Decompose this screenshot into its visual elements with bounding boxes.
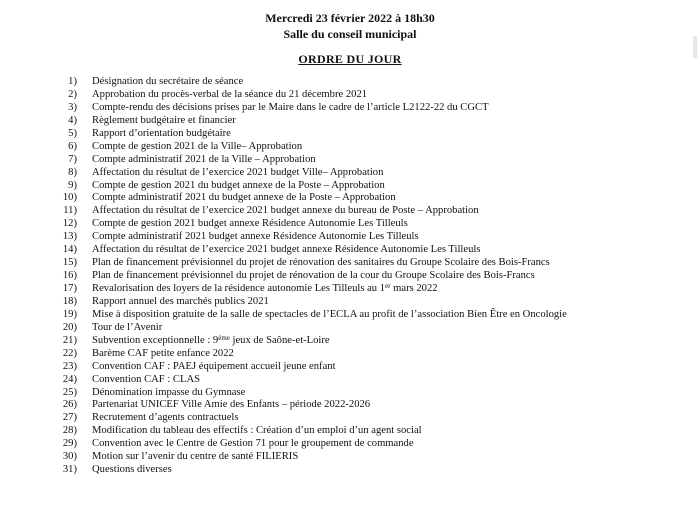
agenda-item: [0, 374, 700, 387]
agenda-item-label: Compte de gestion 2021 budget annexe Résidence Autonomie Les Tilleuls: [92, 218, 408, 230]
agenda-item: [0, 205, 700, 218]
agenda-item-superscript: er: [385, 282, 391, 290]
agenda-item-text: [92, 399, 370, 412]
agenda-item-label: Dénomination impasse du Gymnase: [92, 386, 246, 398]
agenda-item-number: 9): [68, 179, 77, 191]
agenda-item-number: 5): [68, 127, 77, 139]
agenda-item-number: 8): [68, 166, 77, 178]
agenda-item: [0, 154, 700, 167]
agenda-item-label: Compte administratif 2021 de la Ville – Approbation: [92, 153, 316, 165]
agenda-item-text: [92, 335, 330, 348]
agenda-item-text: [92, 309, 567, 322]
agenda-item-number: 31): [62, 464, 77, 476]
agenda-item-text: [92, 451, 298, 464]
agenda-item-label: Règlement budgétaire et financier: [92, 114, 236, 126]
agenda-item-text: [92, 154, 316, 167]
agenda-item-number: 24): [62, 373, 77, 385]
agenda-item-number: 25): [62, 386, 77, 398]
agenda-item-label: Convention CAF : PAEJ équipement accueil jeune enfant: [92, 360, 336, 372]
agenda-item: [0, 128, 700, 141]
agenda-item-label: Plan de financement prévisionnel du projet de rénovation de la cour du Groupe Scolaire des Bois-Francs: [92, 270, 535, 282]
agenda-item: [0, 115, 700, 128]
agenda-item-label: Compte de gestion 2021 du budget annexe de la Poste – Approbation: [92, 179, 385, 191]
agenda-item: [0, 451, 700, 464]
agenda-item-text: [92, 374, 200, 387]
agenda-item-label: Barème CAF petite enfance 2022: [92, 347, 234, 359]
agenda-item-number: 30): [62, 451, 77, 463]
agenda-item-label: Questions diverses: [92, 464, 172, 476]
agenda-item: [0, 309, 700, 322]
agenda-item: [0, 387, 700, 400]
agenda-item: [0, 361, 700, 374]
agenda-item: [0, 244, 700, 257]
agenda-item: [0, 335, 700, 348]
agenda-item-number: 1): [68, 76, 77, 87]
agenda-item-text: [92, 192, 396, 205]
agenda-item-number: 10): [62, 192, 77, 204]
agenda-item-text: [92, 438, 414, 451]
agenda-item: [0, 270, 700, 283]
agenda-item-number: 13): [62, 231, 77, 243]
agenda-item: [0, 438, 700, 451]
agenda-item-text: [92, 387, 245, 400]
agenda-title: ORDRE DU JOUR: [298, 52, 402, 66]
agenda-item-text: [92, 128, 231, 141]
agenda-item-superscript: ème: [218, 333, 230, 342]
agenda-item-label-suffix: jeux de Saône-et-Loire: [229, 334, 330, 346]
agenda-item-label: Compte-rendu des décisions prises par le Maire dans le cadre de l’article L2122-22 du CGCT: [92, 101, 489, 113]
agenda-item-label: Convention avec le Centre de Gestion 71 pour le groupement de commande: [92, 438, 414, 450]
agenda-item-label: Affectation du résultat de l’exercice 2021 budget annexe Résidence Autonomie Les Tilleuls: [92, 244, 481, 256]
agenda-item-label: Partenariat UNICEF Ville Amie des Enfants – période 2022-2026: [92, 399, 371, 411]
agenda-item-label: Mise à disposition gratuite de la salle de spectacles de l’ECLA au profit de l’association Bien Être en Oncologie: [92, 308, 567, 320]
agenda-item-text: [92, 464, 172, 477]
agenda-item-label: Revalorisation des loyers de la résidence autonomie Les Tilleuls au 1: [92, 283, 386, 294]
agenda-item-text: [92, 270, 535, 283]
agenda-item-text: [92, 244, 480, 257]
agenda-item: [0, 180, 700, 193]
agenda-item-text: [92, 115, 236, 128]
agenda-item-number: 27): [62, 412, 77, 424]
agenda-item: [0, 257, 700, 270]
agenda-item-label: Subvention exceptionnelle : 9: [92, 334, 219, 346]
agenda-item-text: [92, 218, 408, 231]
agenda-item-label: Plan de financement prévisionnel du projet de rénovation des sanitaires du Groupe Scolaire des Bois-Francs: [92, 257, 550, 269]
agenda-item: [0, 89, 700, 102]
scan-edge-mark: [693, 36, 697, 58]
agenda-item-label: Modification du tableau des effectifs : Création d’un emploi d’un agent social: [92, 425, 422, 437]
agenda-item-text: [92, 412, 239, 425]
agenda-item-label: Compte administratif 2021 budget annexe Résidence Autonomie Les Tilleuls: [92, 231, 419, 243]
agenda-item: [0, 348, 700, 361]
agenda-item: [0, 283, 700, 296]
agenda-item-label: Affectation du résultat de l’exercice 2021 budget annexe du bureau de Poste – Approbation: [92, 205, 479, 217]
agenda-item-text: [92, 76, 243, 89]
agenda-item: [0, 231, 700, 244]
agenda-item: [0, 399, 700, 412]
agenda-item: [0, 167, 700, 180]
agenda-item-text: [92, 180, 385, 193]
agenda-item-label: Compte de gestion 2021 de la Ville– Approbation: [92, 140, 303, 152]
agenda-item-number: 2): [68, 88, 77, 100]
agenda-item-text: [92, 141, 302, 154]
agenda-item-number: 6): [68, 140, 77, 152]
agenda-item: [0, 141, 700, 154]
agenda-list: [0, 76, 700, 477]
agenda-item: [0, 425, 700, 438]
agenda-item-text: [92, 361, 336, 374]
agenda-item-label: Affectation du résultat de l’exercice 2021 budget Ville– Approbation: [92, 166, 384, 178]
agenda-item-text: [92, 425, 422, 438]
agenda-item-label: Approbation du procès-verbal de la séance du 21 décembre 2021: [92, 88, 368, 100]
meeting-date: Mercredi 23 février 2022 à 18h30: [265, 11, 435, 25]
agenda-item-number: 23): [62, 360, 77, 372]
agenda-item-number: 3): [68, 101, 77, 113]
agenda-item: [0, 322, 700, 335]
agenda-item: [0, 412, 700, 425]
agenda-item-text: [92, 205, 479, 218]
agenda-item-number: 15): [62, 257, 77, 269]
agenda-item-text: [92, 348, 234, 361]
agenda-item: [0, 464, 700, 477]
agenda-item-number: 19): [62, 308, 77, 320]
agenda-item-text: [92, 296, 269, 309]
agenda-item-text: [92, 167, 383, 180]
agenda-item: [0, 76, 700, 89]
agenda-item-number: 18): [62, 295, 77, 307]
agenda-item-label: Désignation du secrétaire de séance: [92, 76, 244, 87]
agenda-item-label: Rapport d’orientation budgétaire: [92, 127, 231, 139]
agenda-item-number: 26): [62, 399, 77, 411]
agenda-item-number: 17): [62, 283, 77, 294]
agenda-item-label-suffix: mars 2022: [390, 283, 438, 294]
agenda-item-number: 12): [62, 218, 77, 230]
agenda-item-number: 4): [68, 114, 77, 126]
agenda-item-number: 28): [62, 425, 77, 437]
agenda-item-text: [92, 102, 489, 115]
agenda-item-label: Recrutement d’agents contractuels: [92, 412, 239, 424]
agenda-item: [0, 218, 700, 231]
agenda-item-number: 14): [62, 244, 77, 256]
agenda-item-text: [92, 322, 162, 335]
agenda-item-number: 22): [62, 347, 77, 359]
agenda-item-number: 7): [68, 153, 77, 165]
agenda-item-label: Motion sur l’avenir du centre de santé FILIERIS: [92, 451, 299, 463]
agenda-item: [0, 296, 700, 309]
agenda-item-label: Rapport annuel des marchés publics 2021: [92, 295, 269, 307]
agenda-item-text: [92, 257, 550, 270]
meeting-place: Salle du conseil municipal: [283, 27, 417, 41]
agenda-item-number: 29): [62, 438, 77, 450]
agenda-item-label: Convention CAF : CLAS: [92, 373, 201, 385]
agenda-item-text: [92, 89, 367, 102]
agenda-item-text: [92, 231, 419, 244]
agenda-item-number: 16): [62, 270, 77, 282]
agenda-item-number: 11): [63, 205, 77, 217]
agenda-item: [0, 102, 700, 115]
agenda-item: [0, 192, 700, 205]
agenda-item-label: Compte administratif 2021 du budget annexe de la Poste – Approbation: [92, 192, 396, 204]
agenda-item-text: [92, 283, 438, 296]
agenda-item-number: 20): [62, 321, 77, 333]
agenda-item-label: Tour de l’Avenir: [92, 321, 163, 333]
agenda-item-number: 21): [62, 334, 77, 346]
